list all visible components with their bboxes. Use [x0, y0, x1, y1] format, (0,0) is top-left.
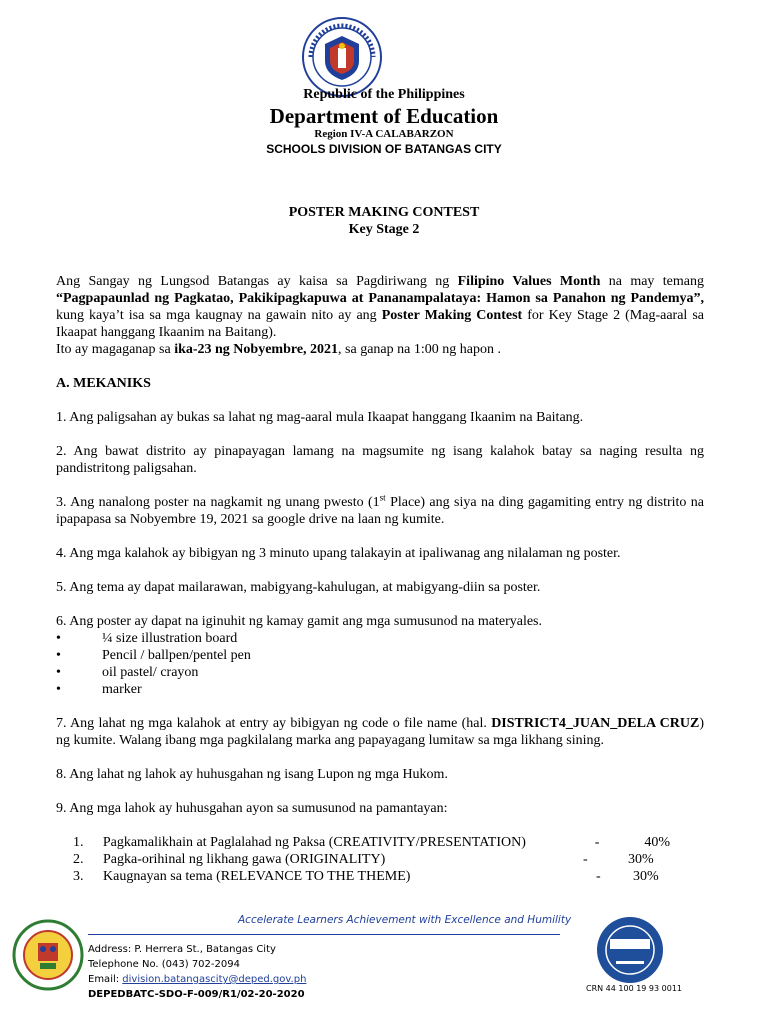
item-5: 5. Ang tema ay dapat mailarawan, mabigyang-kahulugan, at mabigyang-diin sa poster.: [56, 580, 541, 595]
bullet: •: [56, 665, 61, 680]
criteria-number: 2.: [73, 852, 84, 867]
intro-text-5: Ito ay magaganap sa: [56, 342, 175, 357]
material-item: [56, 630, 704, 647]
footer-address: Address: P. Herrera St., Batangas City: [88, 944, 276, 955]
intro-bold-1: Filipino Values Month: [457, 274, 601, 289]
contest-title: POSTER MAKING CONTEST: [288, 205, 480, 220]
criteria-percent: 30%: [628, 852, 654, 867]
item-7-text-c: ) ng kumite. Walang ibang mga pagkilalang marka ang papayagang lumitaw sa mga likhang sining.: [56, 716, 704, 748]
criteria-dash: -: [583, 852, 588, 867]
division-label: SCHOOLS DIVISION OF BATANGAS CITY: [266, 142, 502, 156]
footer-email-link[interactable]: division.batangascity@deped.gov.ph: [122, 974, 307, 985]
criteria-text: Pagkamalikhain at Paglalahad ng Paksa (CREATIVITY/PRESENTATION): [102, 835, 526, 850]
criteria-item: [56, 851, 704, 868]
item-7: [56, 715, 704, 749]
intro-paragraph: [56, 273, 704, 341]
department-name: Department of Education: [269, 104, 499, 128]
criteria-dash: -: [594, 835, 600, 850]
intro-theme: “Pagpapaunlad ng Pagkatao, Pakikipagkapuwa at Pananampalataya: Hamon sa Panahon ng Pandemya”,: [56, 291, 704, 306]
tuv-iso-certification-logo: [586, 913, 674, 987]
item-6: 6. Ang poster ay dapat na iginuhit ng kamay gamit ang mga sumusunod na materyales.: [56, 614, 543, 629]
item-7-code: DISTRICT4_JUAN_DELA CRUZ: [491, 716, 700, 731]
footer-email-label: Email:: [88, 974, 123, 985]
deped-seal-logo: [301, 16, 383, 98]
item-1: 1. Ang paligsahan ay bukas sa lahat ng mag-aaral mula Ikaapat hanggang Ikaanim na Baitang.: [56, 410, 584, 425]
criteria-percent: 30%: [633, 869, 659, 884]
criteria-text: Kaugnayan sa tema (RELEVANCE TO THE THEME): [103, 869, 411, 884]
key-stage-label: Key Stage 2: [348, 222, 420, 237]
criteria-item: [56, 868, 704, 885]
criteria-number: 1.: [73, 835, 84, 850]
material-item: [56, 664, 704, 681]
item-3-text-b: Place) ang siya na ding gagamiting entry ng distrito na ipapapasa sa Nobyembre 19, 2021 sa google drive na laan ng kumite.: [56, 495, 705, 527]
item-9: 9. Ang mga lahok ay huhusgahan ayon sa sumusunod na pamantayan:: [56, 801, 448, 816]
criteria-item: [56, 834, 704, 851]
criteria-text: Pagka-orihinal ng likhang gawa (ORIGINALITY): [103, 852, 386, 867]
intro-text-3: kung kaya’t isa sa mga kaugnay na gawain nito ay ang: [56, 308, 382, 323]
item-3-text-a: 3. Ang nanalong poster na nagkamit ng unang pwesto (1: [56, 495, 380, 510]
material-item: [56, 647, 704, 664]
criteria-percent: 40%: [644, 835, 671, 850]
footer-divider: [88, 934, 560, 935]
intro-text-6: , sa ganap na 1:00 ng hapon .: [338, 342, 501, 357]
item-7-text-a: 7. Ang lahat ng mga kalahok at entry ay bibigyan ng code o file name (hal.: [56, 716, 492, 731]
memo-body: [56, 273, 704, 885]
material-text: marker: [102, 682, 142, 697]
certification-number: CRN 44 100 19 93 0011: [586, 984, 683, 993]
bullet: •: [56, 648, 61, 663]
bullet: •: [56, 682, 61, 697]
item-4: 4. Ang mga kalahok ay bibigyan ng 3 minuto upang talakayin at ipaliwanag ang nilalaman ng poster.: [56, 546, 621, 561]
material-text: ¼ size illustration board: [102, 631, 238, 646]
footer-phone: Telephone No. (043) 702-2094: [88, 959, 240, 970]
intro-text-1: Ang Sangay ng Lungsod Batangas ay kaisa sa Pagdiriwang ng: [56, 274, 458, 289]
footer-form-code: DEPEDBATC-SDO-F-009/R1/02-20-2020: [88, 989, 305, 1000]
intro-date-line: [56, 341, 704, 358]
sdo-batangas-logo: [11, 919, 85, 991]
footer-contact: [88, 942, 306, 1002]
intro-date: ika-23 ng Nobyembre, 2021: [174, 342, 339, 357]
section-a-heading: A. MEKANIKS: [56, 376, 151, 391]
item-8: 8. Ang lahat ng lahok ay huhusgahan ng isang Lupon ng mga Hukom.: [56, 767, 448, 782]
material-text: Pencil / ballpen/pentel pen: [102, 648, 251, 663]
intro-bold-3: Poster Making Contest: [381, 308, 523, 323]
item-3: [56, 494, 704, 528]
intro-text-2: na may temang: [600, 274, 704, 289]
intro-text-4: for Key Stage 2 (Mag-aaral sa Ikaapat hanggang Ikaanim na Baitang).: [56, 308, 704, 340]
item-3-sup: st: [379, 492, 386, 503]
item-2: 2. Ang bawat distrito ay pinapayagan lamang na magsumite ng isang kalahok batay sa naging resulta ng pandistritong paligsahan.: [56, 444, 704, 476]
footer-motto: Accelerate Learners Achievement with Excellence and Humility: [238, 914, 572, 926]
criteria-dash: -: [596, 869, 601, 884]
footer-email-line: [88, 972, 306, 987]
material-item: [56, 681, 704, 698]
bullet: •: [56, 631, 61, 646]
region-label: Region IV-A CALABARZON: [314, 128, 454, 140]
criteria-number: 3.: [73, 869, 84, 884]
republic-label: Republic of the Philippines: [303, 87, 465, 102]
material-text: oil pastel/ crayon: [102, 665, 199, 680]
